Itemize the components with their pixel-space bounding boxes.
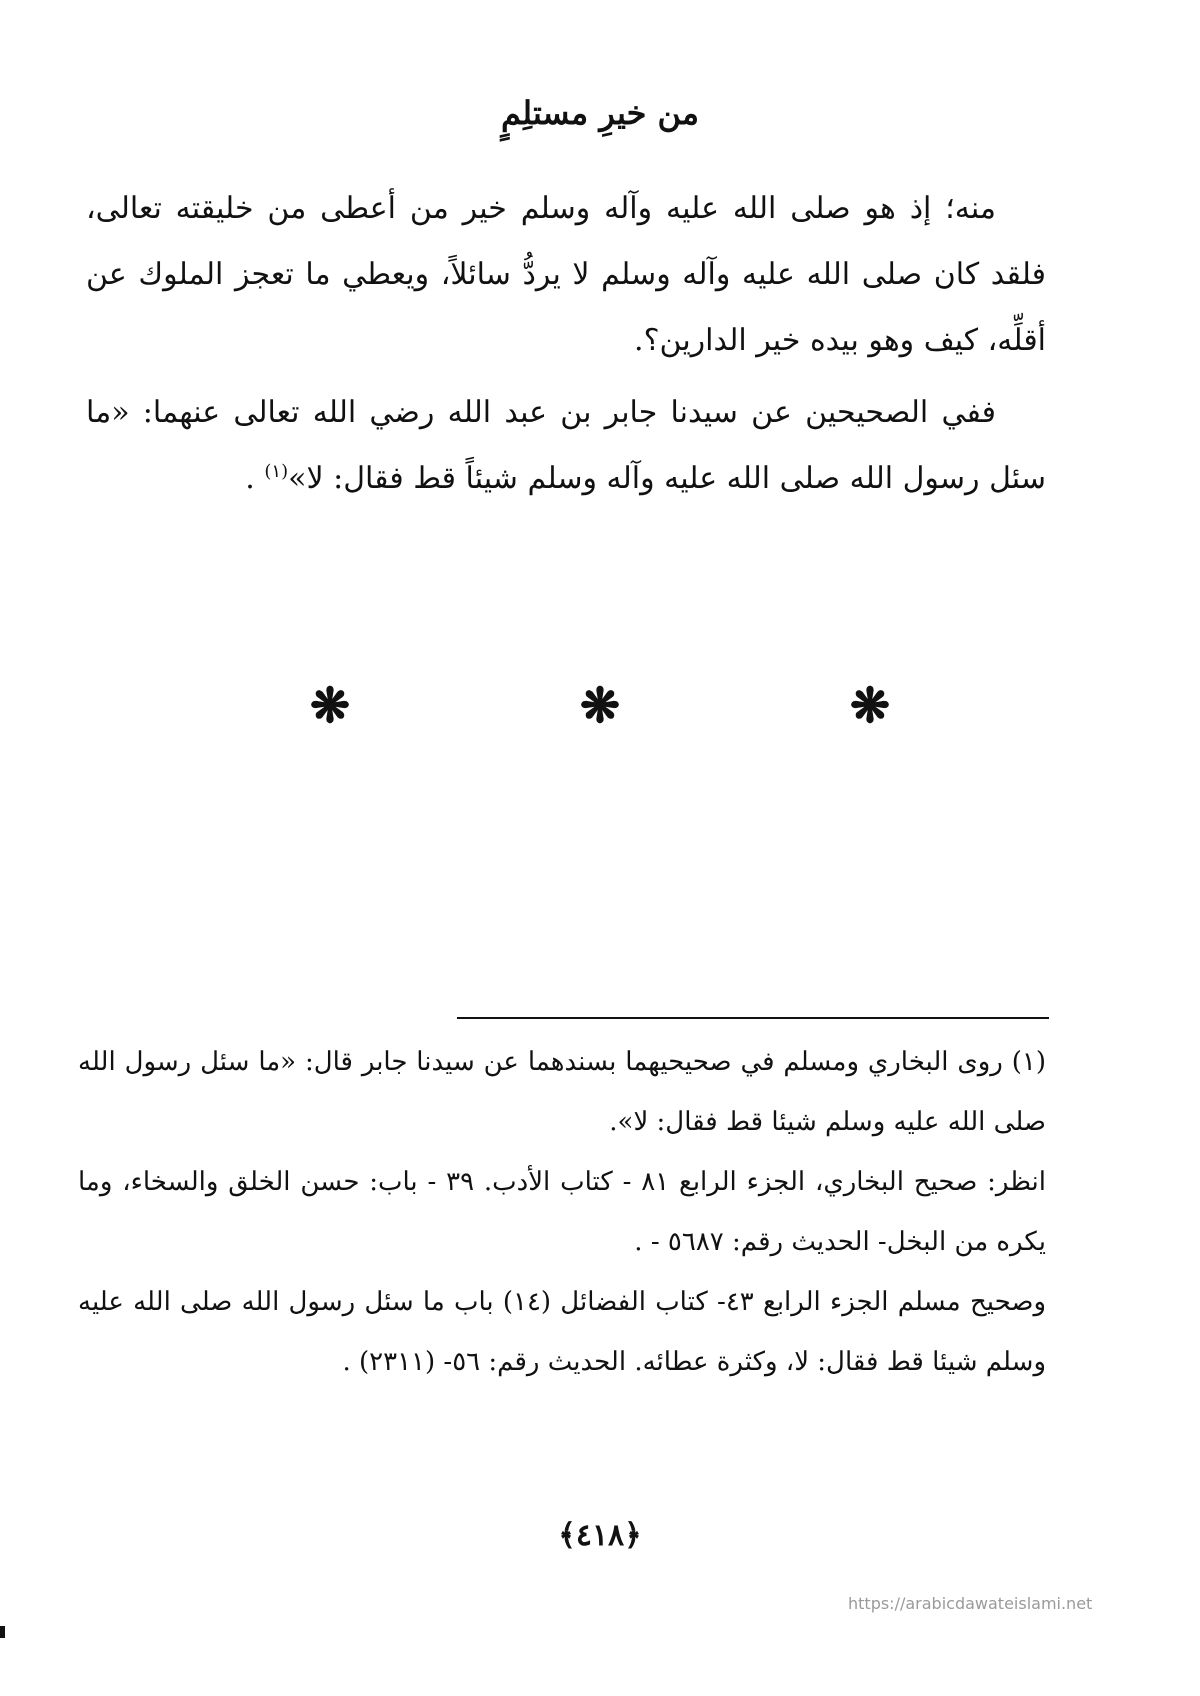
section-divider xyxy=(300,676,900,736)
footnote-1: (١) روى البخاري ومسلم في صحيحيهما بسندهما عن سيدنا جابر قال: «ما سئل رسول الله صلى الله عليه وسلم شيئا قط فقال: لا». xyxy=(78,1047,1046,1137)
asterism-ornament-icon: ❋ xyxy=(849,678,891,734)
paragraph-1: منه؛ إذ هو صلى الله عليه وآله وسلم خير من أعطى من خليقته تعالى، فلقد كان صلى الله عليه وآله وسلم لا يردُّ سائلاً، ويعطي ما تعجز الملوك عن أقلِّه، كيف وهو بيده خير الدارين؟. xyxy=(86,191,1046,358)
footnote-reference-muslim: وصحيح مسلم الجزء الرابع ٤٣- كتاب الفضائل (١٤) باب ما سئل رسول الله صلى الله عليه وسلم شيئا قط فقال: لا، وكثرة عطائه. الحديث رقم: ٥٦- (٢٣١١) . xyxy=(78,1287,1046,1377)
footnote-divider xyxy=(457,1017,1049,1019)
main-text xyxy=(86,176,1046,518)
paragraph-2 xyxy=(86,380,1046,512)
page-number: ﴿٤١٨﴾ xyxy=(558,1518,642,1553)
footnotes xyxy=(78,1032,1046,1392)
scan-edge-mark xyxy=(0,1626,5,1638)
running-head: من خيرِ مستلِمٍ xyxy=(500,94,700,132)
paragraph-2-end: . xyxy=(245,461,255,496)
footnote-reference[interactable]: (١) xyxy=(264,461,289,482)
watermark-url: https://arabicdawateislami.net xyxy=(848,1594,1093,1613)
footnote-reference-bukhari: انظر: صحيح البخاري، الجزء الرابع ٨١ - كتاب الأدب. ٣٩ - باب: حسن الخلق والسخاء، وما يكره من البخل- الحديث رقم: ٥٦٨٧ - . xyxy=(78,1167,1046,1257)
paragraph-2-text: ففي الصحيحين عن سيدنا جابر بن عبد الله رضي الله تعالى عنهما: «ما سئل رسول الله صلى الله عليه وآله وسلم شيئاً قط فقال: لا» xyxy=(86,395,1046,496)
asterism-ornament-icon: ❋ xyxy=(309,678,351,734)
asterism-ornament-icon: ❋ xyxy=(579,678,621,734)
